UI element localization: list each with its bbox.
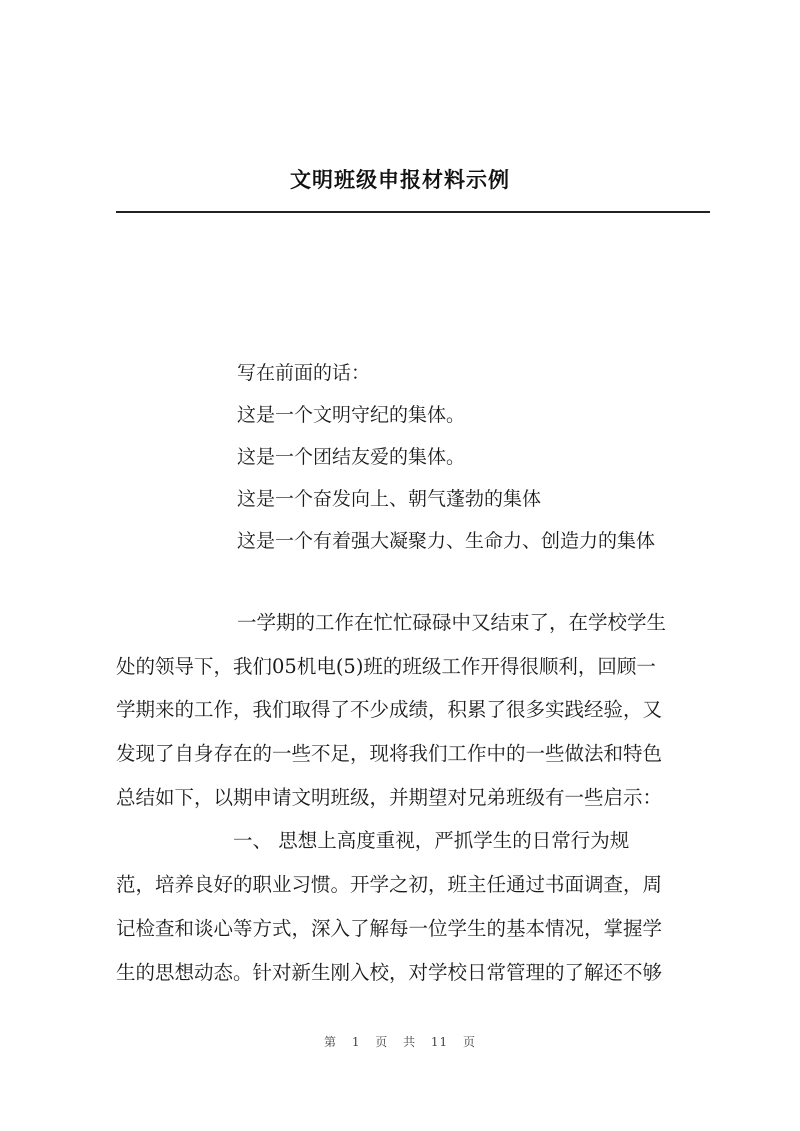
body-line: 总结如下，以期申请文明班级，并期望对兄弟班级有一些启示： [116,785,663,809]
body-line: 一学期的工作在忙忙碌碌中又结束了，在学校学生 [237,611,667,634]
body-line: 范，培养良好的职业习惯。开学之初，班主任通过书面调查，周 [116,873,663,897]
title-underline [116,211,710,213]
body-section [116,610,710,1003]
preface-line: 这是一个有着强大凝聚力、生命力、创造力的集体 [237,530,656,552]
body-line: 生的思想动态。针对新生刚入校，对学校日常管理的了解还不够 [116,960,663,984]
body-line: 学期来的工作，我们取得了不少成绩，积累了很多实践经验，又 [116,698,663,722]
preface-line: 这是一个奋发向上、朝气蓬勃的集体 [237,488,542,510]
preface-section [237,360,717,570]
body-line: 发现了自身存在的一些不足，现将我们工作中的一些做法和特色 [116,742,663,766]
preface-line: 写在前面的话： [237,362,371,384]
page-footer: 第 1 页 共 11 页 [324,1035,476,1049]
preface-line: 这是一个团结友爱的集体。 [237,446,466,468]
body-line: 处的领导下，我们05机电(5)班的班级工作开得很顺利，回顾一 [116,654,656,678]
preface-line: 这是一个文明守纪的集体。 [237,404,466,426]
body-line: 记检查和谈心等方式，深入了解每一位学生的基本情况，掌握学 [116,916,663,940]
section-heading-line: 一、 思想上高度重视，严抓学生的日常行为规 [233,829,630,853]
document-title: 文明班级申报材料示例 [290,167,510,192]
